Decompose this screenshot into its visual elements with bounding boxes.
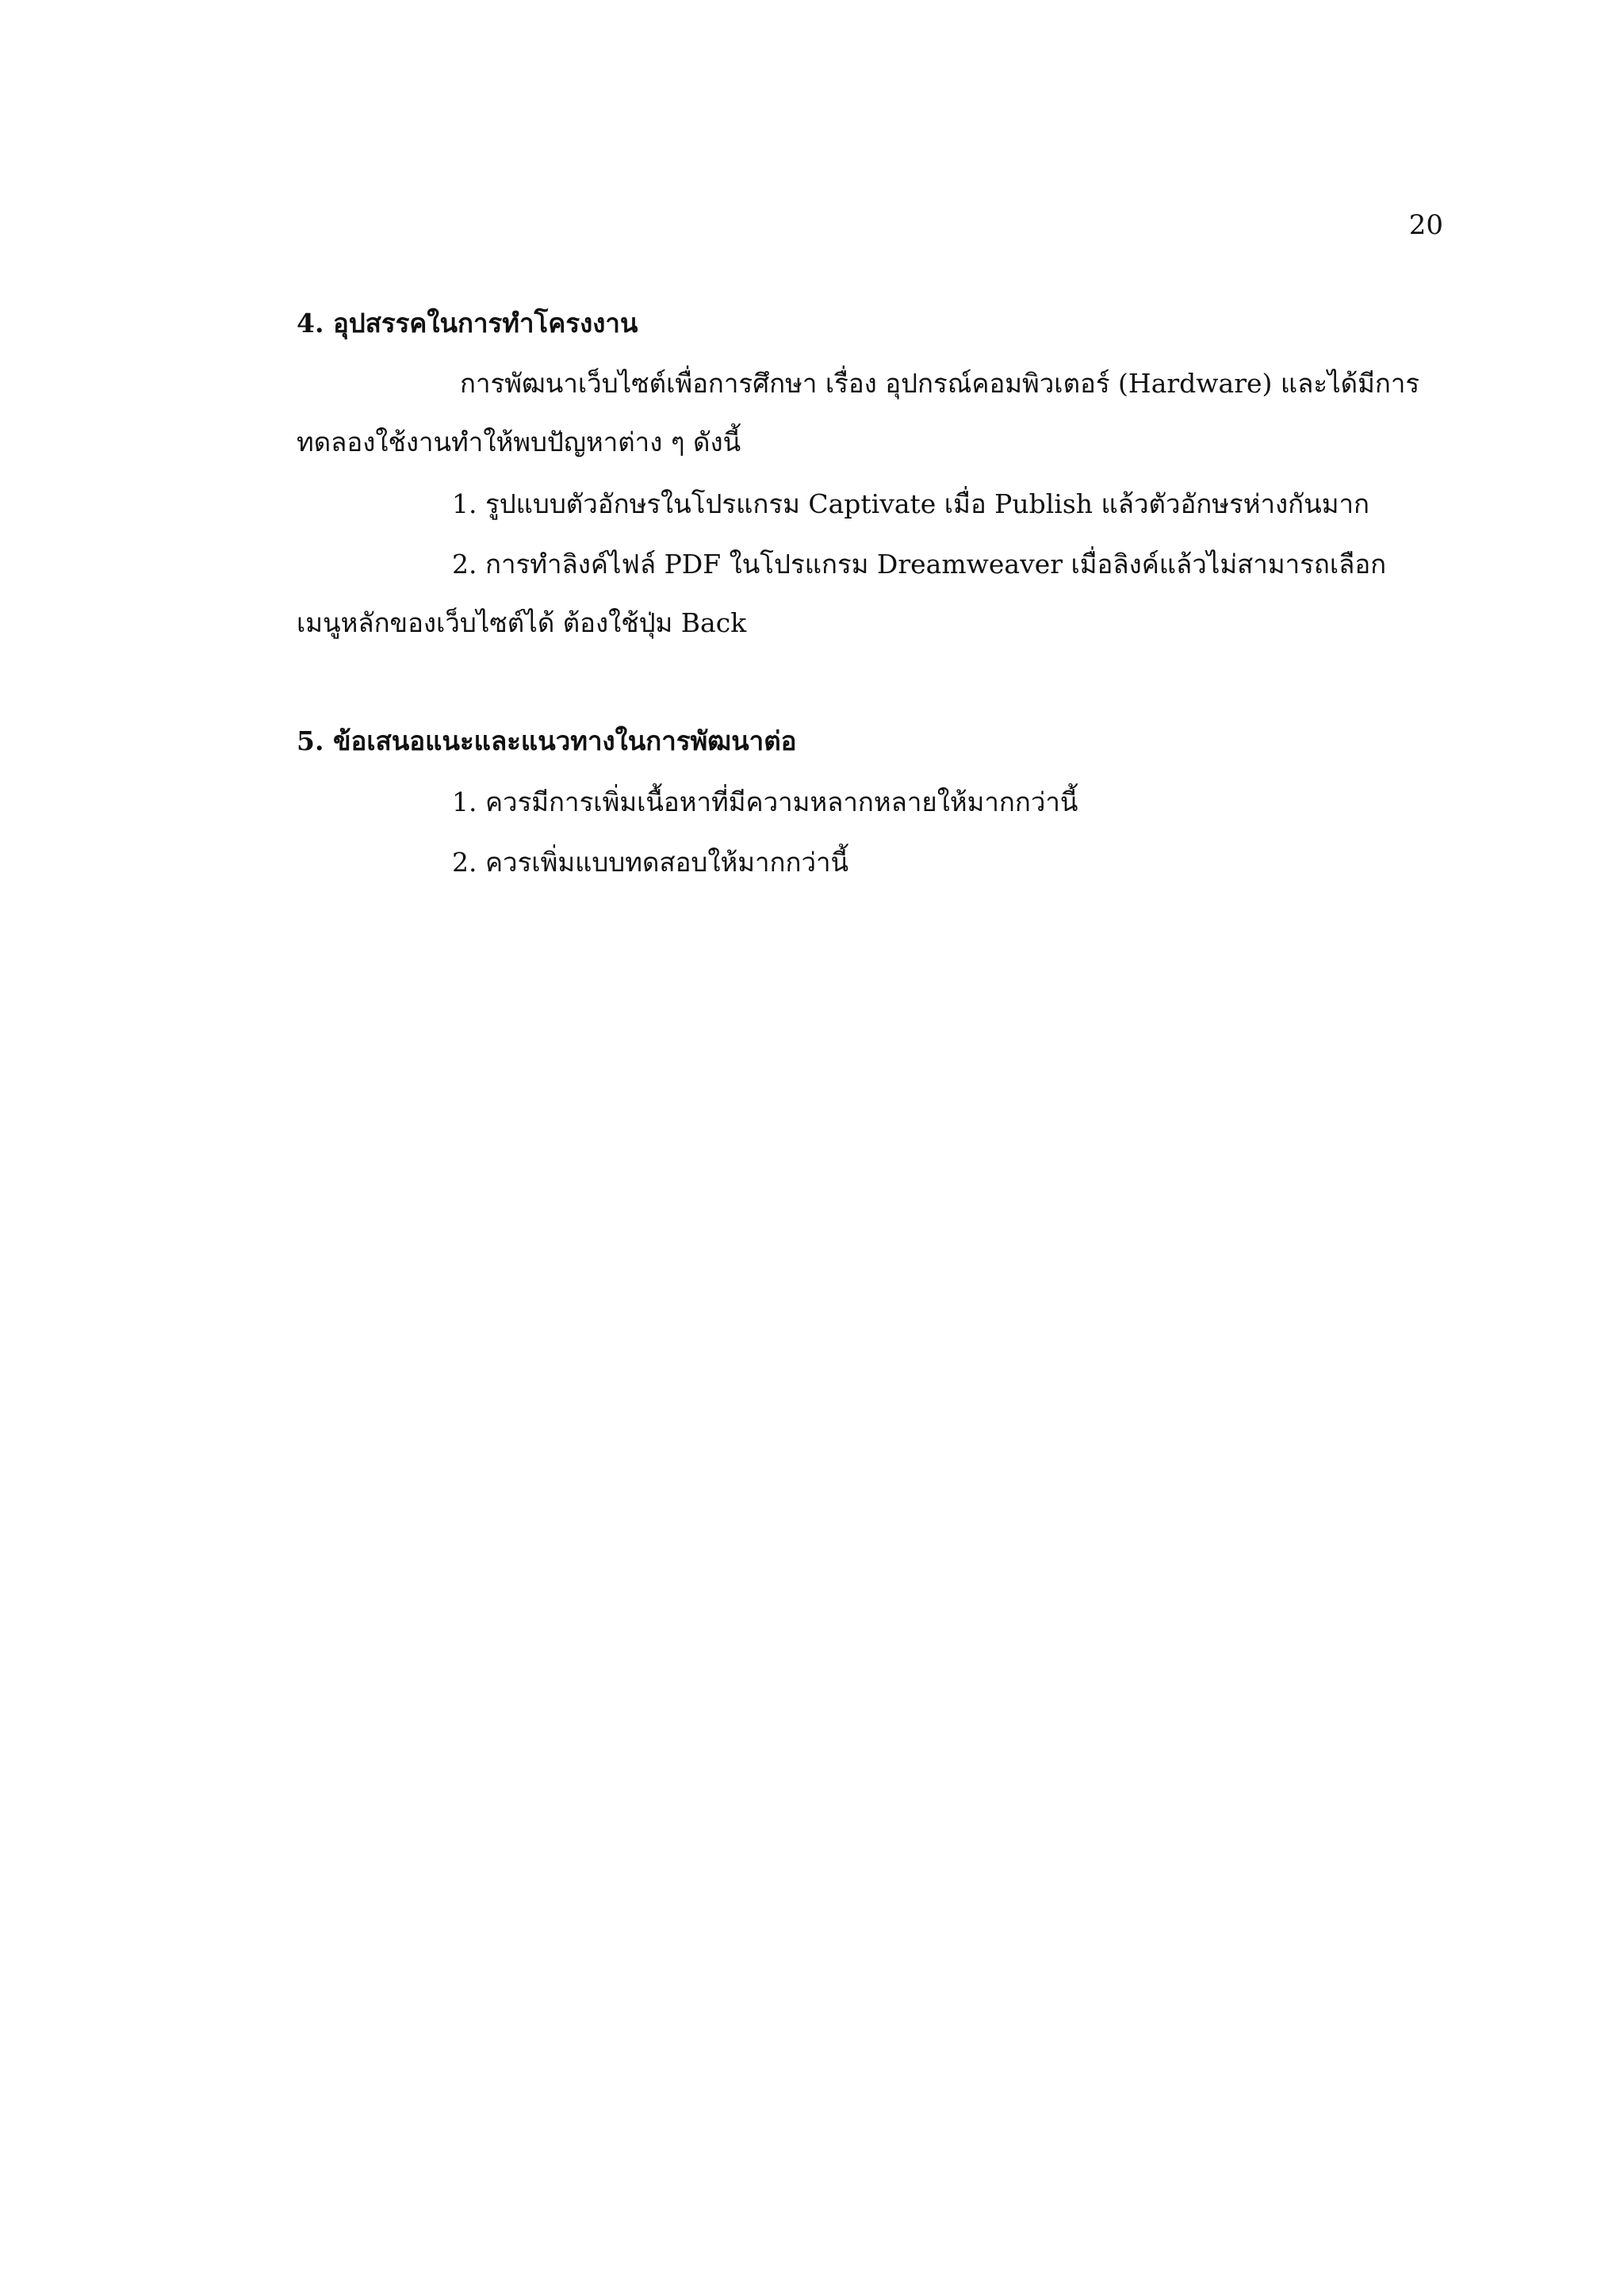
- page-number: 20: [1408, 209, 1443, 241]
- list-item: 2. ควรเพิ่มแบบทดสอบให้มากกว่านี้: [452, 847, 849, 878]
- paragraph-line: ทดลองใช้งานทำให้พบปัญหาต่าง ๆ ดังนี้: [297, 427, 741, 457]
- list-item: 1. รูปแบบตัวอักษรในโปรแกรม Captivate เมื่อ Publish แล้วตัวอักษรห่างกันมาก: [452, 488, 1369, 519]
- list-item: 2. การทำลิงค์ไฟล์ PDF ในโปรแกรม Dreamweaver เมื่อลิงค์แล้วไม่สามารถเลือก: [452, 549, 1387, 580]
- list-item: 1. ควรมีการเพิ่มเนื้อหาที่มีความหลากหลายให้มากกว่านี้: [452, 786, 1078, 817]
- list-item-continuation: เมนูหลักของเว็บไซต์ได้ ต้องใช้ปุ่ม Back: [297, 607, 747, 638]
- paragraph-line: การพัฒนาเว็บไซต์เพื่อการศึกษา เรื่อง อุปกรณ์คอมพิวเตอร์ (Hardware) และได้มีการ: [460, 368, 1420, 399]
- section-heading-obstacles: 4. อุปสรรคในการทำโครงงาน: [297, 308, 638, 339]
- section-heading-recommendations: 5. ข้อเสนอแนะและแนวทางในการพัฒนาต่อ: [297, 725, 797, 756]
